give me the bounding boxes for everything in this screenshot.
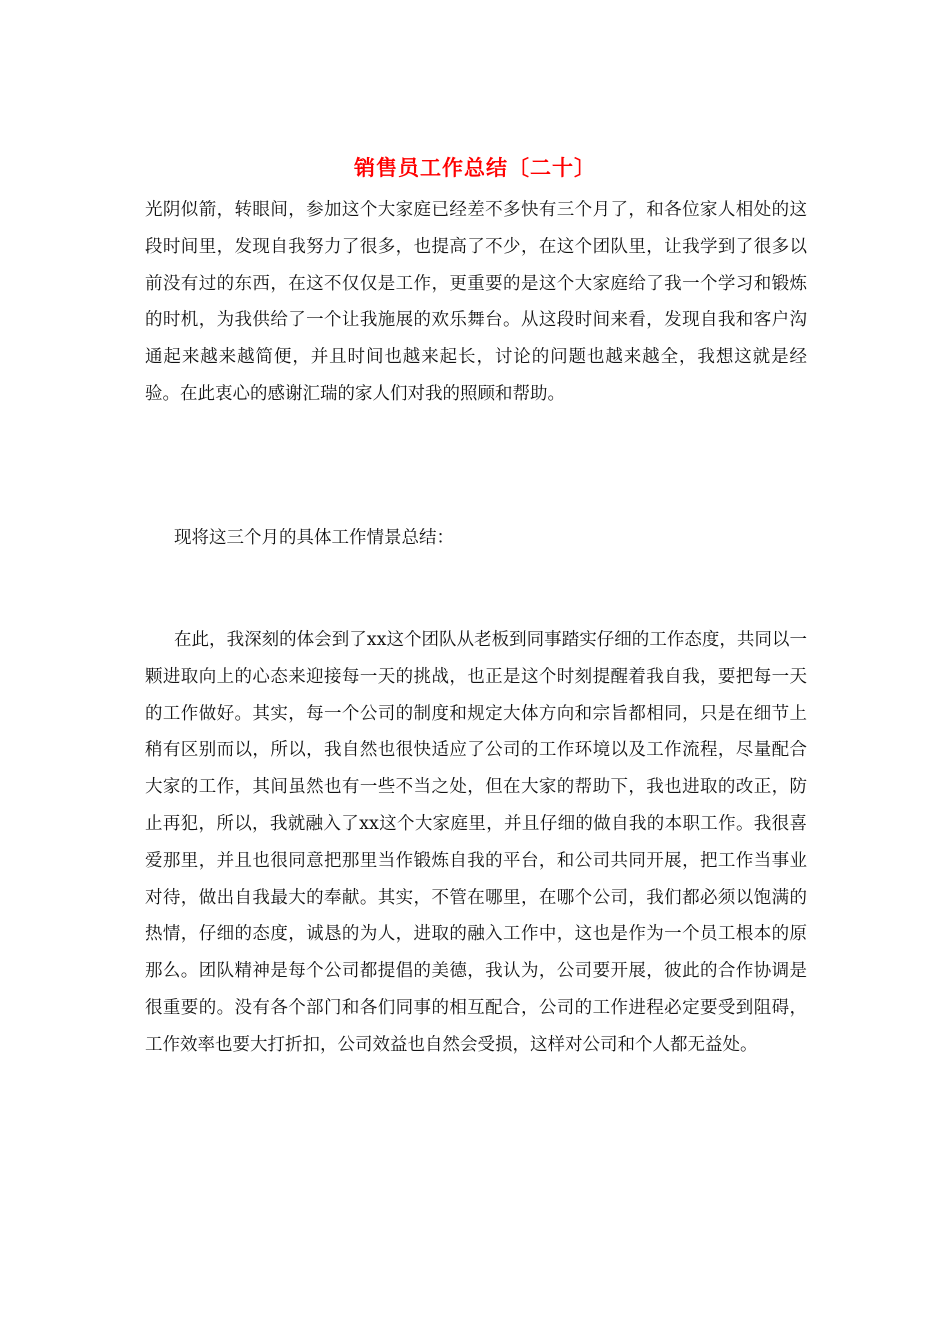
paragraph-summary-lead: 现将这三个月的具体工作情景总结：	[174, 528, 454, 548]
document-title: 销售员工作总结〔二十〕	[354, 155, 596, 180]
paragraph-intro: 光阴似箭，转眼间，参加这个大家庭已经差不多快有三个月了，和各位家人相处的这段时间里，发现自我努力了很多，也提高了不少，在这个团队里，让我学到了很多以前没有过的东西，在这不仅仅是工作，更重要的是这个大家庭给了我一个学习和锻炼的时机，为我供给了一个让我施展的欢乐舞台。从这段时间来看，发现自我和客户沟通起来越来越简便，并且时间也越来起长，讨论的问题也越来越全，我想这就是经验。在此衷心的感谢汇瑞的家人们对我的照顾和帮助。	[145, 200, 807, 404]
paragraph-team-experience: 在此，我深刻的体会到了xx这个团队从老板到同事踏实仔细的工作态度，共同以一颗进取向上的心态来迎接每一天的挑战，也正是这个时刻提醒着我自我，要把每一天的工作做好。其实，每一个公司的制度和规定大体方向和宗旨都相同，只是在细节上稍有区别而以，所以，我自然也很快适应了公司的工作环境以及工作流程，尽量配合大家的工作，其间虽然也有一些不当之处，但在大家的帮助下，我也进取的改正，防止再犯，所以，我就融入了xx这个大家庭里，并且仔细的做自我的本职工作。我很喜爱那里，并且也很同意把那里当作锻炼自我的平台，和公司共同开展，把工作当事业对待，做出自我最大的奉献。其实，不管在哪里，在哪个公司，我们都必须以饱满的热情，仔细的态度，诚恳的为人，进取的融入工作中，这也是作为一个员工根本的原那么。团队精神是每个公司都提倡的美德，我认为，公司要开展，彼此的合作协调是很重要的。没有各个部门和各们同事的相互配合，公司的工作进程必定要受到阻碍，工作效率也要大打折扣，公司效益也自然会受损，这样对公司和个人都无益处。	[145, 630, 807, 1055]
